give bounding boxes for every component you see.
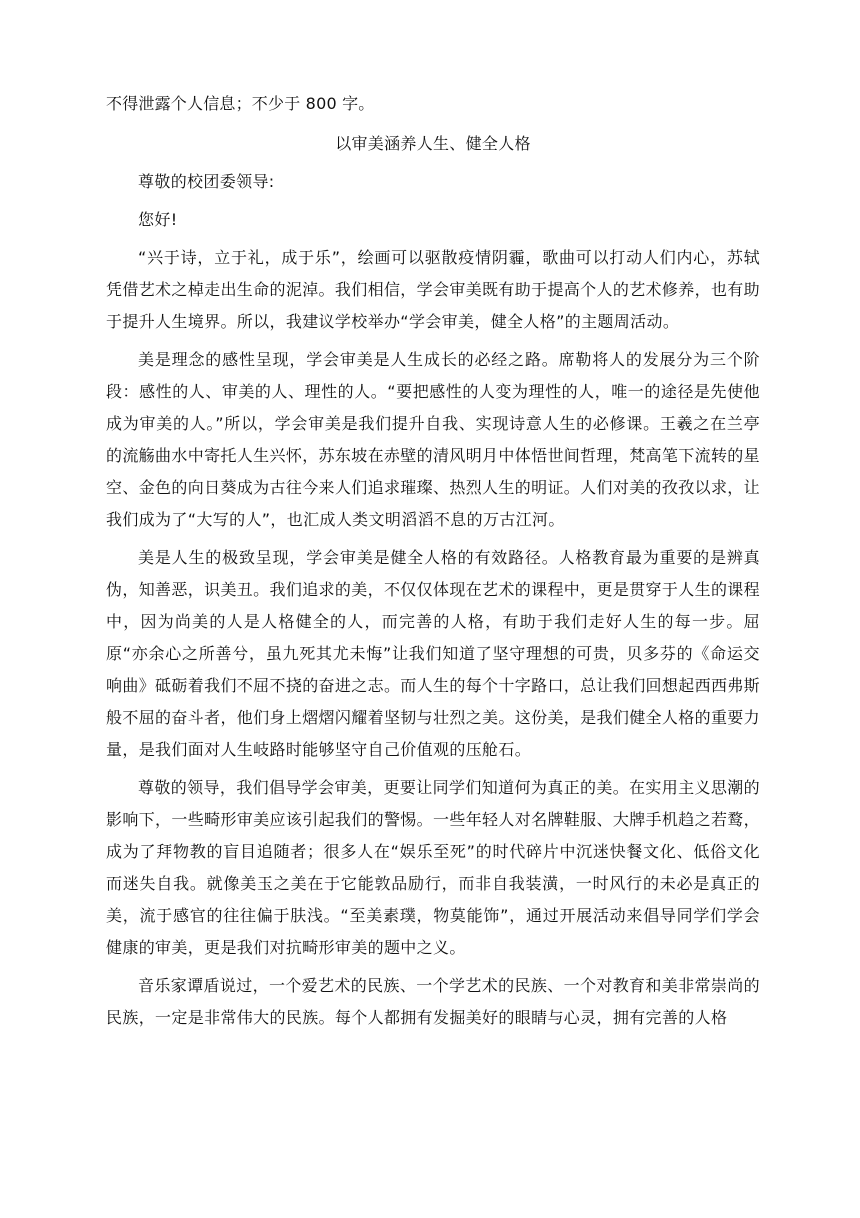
paragraph-beauty-personality: 美是人生的极致呈现，学会审美是健全人格的有效路径。人格教育最为重要的是辨真伪，知善恶，识美丑。我们追求的美，不仅仅体现在艺术的课程中，更是贯穿于人生的课程中，因为尚美的人是人格健全的人，而完善的人格，有助于我们走好人生的每一步。屈原“亦余心之所善兮，虽九死其尤未悔”让我们知道了坚守理想的可贵，贝多芬的《命运交响曲》砥砺着我们不屈不挠的奋进之志。而人生的每个十字路口，总让我们回想起西西弗斯般不屈的奋斗者，他们身上熠熠闪耀着坚韧与壮烈之美。这份美，是我们健全人格的重要力量，是我们面对人生岐路时能够坚守自己价值观的压舱石。	[106, 548, 761, 759]
document-body	[106, 88, 760, 1034]
essay-title: 以审美涵养人生、健全人格	[335, 134, 531, 153]
greeting: 您好!	[138, 210, 178, 229]
salutation: 尊敬的校团委领导:	[138, 172, 275, 191]
paragraph-true-beauty: 尊敬的领导，我们倡导学会审美，更要让同学们知道何为真正的美。在实用主义思潮的影响下，一些畸形审美应该引起我们的警惕。一些年轻人对名牌鞋服、大牌手机趋之若鹜，成为了拜物教的盲目追随者；很多人在“娱乐至死”的时代碎片中沉迷快餐文化、低俗文化而迷失自我。就像美玉之美在于它能敦品励行，而非自我装潢，一时风行的未必是真正的美，流于感官的往往偏于肤浅。“至美素璞，物莫能饰”，通过开展活动来倡导同学们学会健康的审美，更是我们对抗畸形审美的题中之义。	[106, 778, 761, 957]
paragraph-beauty-growth: 美是理念的感性呈现，学会审美是人生成长的必经之路。席勒将人的发展分为三个阶段：感性的人、审美的人、理性的人。“要把感性的人变为理性的人，唯一的途径是先使他成为审美的人。”所以，学会审美是我们提升自我、实现诗意人生的必修课。王羲之在兰亭的流觞曲水中寄托人生兴怀，苏东坡在赤壁的清风明月中体悟世间哲理，梵高笔下流转的星空、金色的向日葵成为古往今来人们追求璀璨、热烈人生的明证。人们对美的孜孜以求，让我们成为了“大写的人”，也汇成人类文明滔滔不息的万古江河。	[106, 350, 761, 529]
paragraph-closing-partial: 音乐家谭盾说过，一个爱艺术的民族、一个学艺术的民族、一个对教育和美非常崇尚的民族，一定是非常伟大的民族。每个人都拥有发掘美好的眼睛与心灵，拥有完善的人格	[106, 976, 760, 1027]
paragraph-intro: “兴于诗，立于礼，成于乐”，绘画可以驱散疫情阴霾，歌曲可以打动人们内心，苏轼凭借艺术之棹走出生命的泥淖。我们相信，学会审美既有助于提高个人的艺术修养，也有助于提升人生境界。所以，我建议学校举办“学会审美，健全人格”的主题周活动。	[106, 248, 761, 331]
requirement-line: 不得泄露个人信息；不少于 800 字。	[106, 94, 375, 113]
